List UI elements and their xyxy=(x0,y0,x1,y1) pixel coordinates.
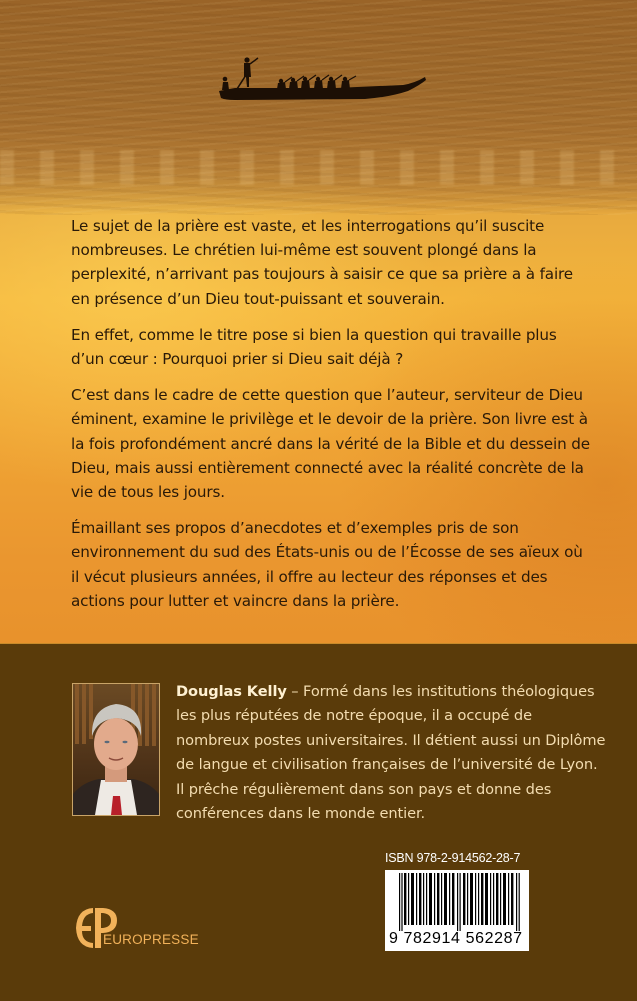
barcode-digits: 9 782914 562287 xyxy=(389,930,523,947)
bio-separator: – xyxy=(286,683,304,700)
back-cover-blurb xyxy=(71,214,591,625)
author-bio xyxy=(176,680,606,826)
author-photo xyxy=(72,683,160,816)
author-name: Douglas Kelly xyxy=(176,683,287,700)
blurb-paragraph-3: C’est dans le cadre de cette question que l’auteur, serviteur de Dieu éminent, examine le privilège et le devoir de la prière. Son livre est à la fois profondément ancré dans la vérité de la Bible et du dessein de Dieu, mais aussi entièrement connecté avec la réalité concrète de la vie de tous les jours. xyxy=(71,386,590,502)
blurb-paragraph-2: En effet, comme le titre pose si bien la question qui travaille plus d’un cœur : Pourquoi prier si Dieu sait déjà ? xyxy=(71,325,557,369)
blurb-paragraph-1: Le sujet de la prière est vaste, et les interrogations qu’il suscite nombreuses. Le chrétien lui-même est souvent plongé dans la perplexité, n’arrivant pas toujours à saisir ce que sa prière a à faire en présence d’un Dieu tout-puissant et souverain. xyxy=(71,217,573,308)
barcode-bars-icon xyxy=(399,873,521,931)
isbn-label: ISBN 978-2-914562-28-7 xyxy=(385,851,521,865)
author-bio-text: Formé dans les institutions théologiques les plus réputées de notre époque, il a occupé de nombreux postes universitaires. Il détient aussi un Diplôme de langue et civilisation françaises de l’université de Lyon. Il prêche régulièrement dans son pays et donne des conférences dans le monde entier. xyxy=(176,683,606,823)
publisher-name: EUROPRESSE xyxy=(103,932,199,947)
sea-reflections xyxy=(0,150,637,185)
author-portrait-icon xyxy=(73,684,159,815)
blurb-paragraph-4: Émaillant ses propos d’anecdotes et d’exemples pris de son environnement du sud des États-unis ou de l’Écosse de ses aïeux où il vécut plusieurs années, il offre au lecteur des réponses et des actions pour lutter et vaincre dans la prière. xyxy=(71,519,583,610)
barcode xyxy=(385,870,529,951)
canoe-silhouette-icon xyxy=(215,55,430,105)
